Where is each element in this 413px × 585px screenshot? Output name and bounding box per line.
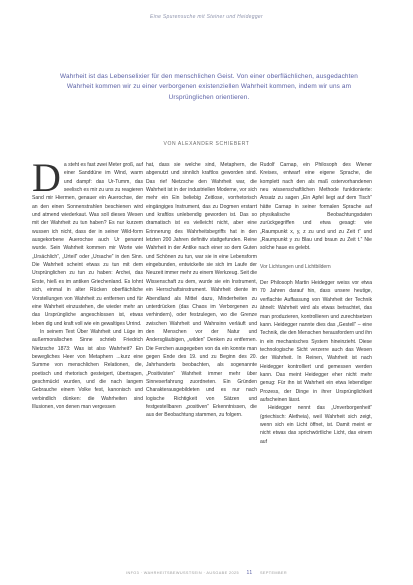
paragraph: a steht es fast zwei Meter groß, auf einer Sanddüne im Wind, warm und dampf: das Ur-Tumm, das seelisch es mir zu uns zu reagieren Sand mir Hiermen, genauer ein Auerochse, der an den einen Sonnenstrahlen beschienen wird und atmend wiederkaut. Was soll dieses Wesen mit der Wahrheit zu tun haben? Es nur kurzem wussen ich nicht, dass der in seiner Wild-form ausgekorbene Auerochse auch Ur genannt wurde. Sein Wahrheit kommen mir Worte wie „Ursächlich“, „Urteil“ oder „Ursache“ in den Sinn. Die Wahrheit scheint etwas zu tun mit dem Ursprünglichen zu tun zu haben: Archei, das Erste, hieß es im antiken Griechenland. Es lohnt sich, einmal in alter Rücken oberflächliche Vorstellungen von Wahrheit zu entfernen und für eine Wahrheit einzustehen, die wieder mehr an das Ursprüngliche angeschlossen ist, etwas leben dig und kraft voll wie ein gewaltiges Urrind. [32,162,143,327]
paragraph: Heidegger nennt das „Unverborgenheit“ (griechisch: Aletheia), weil Wahrheit sich zeigt, wenn sich ein Licht öffnet, ist. Damit meint er nicht etwas das sprichwörtliche Licht, das einem auf [260,405,372,445]
page-footer [0,570,413,576]
paragraph: hat, dass sie welche sind, Metaphern, die abgenutzt und sinnlich kraftlos geworden sind. Das rief Nietzsche den Wahrheit war, die Wahrheit ist in der industriellen Moderne, vor sich mehr ein Ein beliebig Zeitlose, vorrhetorisch eingängiges Instrument, das zu Dogmen erstarrt und kraftlos unlebendig geworden ist. Das so dramatisch ist es vielleicht nicht, aber eine Erinnerung des Wahrheitsbegriffs hat in den letzten 200 Jahren definitiv stattgefunden. Reine Wahrheit in der Antike nach einer so dem Guten und Schönen zu tun, war sie in eine Lebensform eingebunden, entwickelte sie sich im Laufe der Neuzeit immer mehr zu einem Werkzeug. Seit die Wissenschaft zu dem, wurde sie ein Instrument, ein Herrschaftsinstrument. Wahrheit diente im Abendland als Mittel dazu, Minderheiten zu unterdrücken (das Chaos im Verborgenen zu verhindern), oder festzulegen, wo die Grenze zwischen Wahrheit und Wahnsinn verläuft und den Menschen vor der Natur und Andersgläubigen, „wilden“ Denken zu entfernen. Die Ferchen ausgegeben von da ein konnte man gegen Ende des 19. und zu Beginn des 20. Jahrhunderts beobachten, als sogenannte „Positivisten“ Wahrheit immer mehr über Sinneserfahrung zuordneten. Ein Gründen Charakterausgebildeten und es nur nach logische Richtigkeit von Sätzen und festgestellbaren „positiven“ Erkenntnissen, die aus der Beobachtung stammen, zu folgern. [146,162,257,419]
paragraph: Der Philosoph Martin Heidegger weiss vor etwa 70 Jahren darauf hin, dass unsere heutige, verflachte Auffassung von Wahrheit der Technik ähnelt: Wahrheit wird als etwas betrachtet, das man produzieren, kontrollieren und zurechtsetzen kann. Heidegger nannte dies das „Gestell“ – eine Technik, die den Menschen herausfordern und ihn in ein mechanisches System hineinzieht. Diese technologische Sicht verzerre auch das Wesen der Wahrheit. In Reinen, Wahrheit ist nach Heidegger kontrolliert und gemessen werden kann. Das meint Heidegger eher nicht mehr genug: Für ihn ist Wahrheit ein etwa lebendiger Prozess, der Dinge in ihrer Ursprünglichkeit aufscheinen lässt. [260,280,372,403]
paragraph: In seinem Text Über Wahrheit und Lüge im außermoralischen Sinne schrieb Friedrich Nietzsche 1873: Was ist also Wahrheit? Ein bewegliches Heer von Metaphern ...kurz eine Summe von menschlichen Relationen, die, poetisch und rhetorisch gesteigert, übertragen, geschmückt wurden, und die nach langem Gebrauche einem Volke fest, kanonisch und verbindlich dünken: die Wahrheiten sind Illusionen, von denen man vergessen [32,328,143,410]
running-header: Eine Spurensuche mit Steiner und Heidegger [150,14,263,20]
author-byline: VON ALEXANDER SCHIEBERT [163,141,250,147]
page-number: 11 [246,570,253,576]
section-subheading: Vor Lichtungen und Lichtbildern [260,263,331,270]
drop-cap: D [32,155,61,200]
article-lead: Wahrheit ist das Lebenselixier für den menschlichen Geist. Von einer oberflächlichen, ausgedachten Wahrheit kommen wir zu einer verborgenen existenziellen Wahrheit kommen, indem wir uns am Ursprünglichen orientieren. [60,73,358,101]
text-column-1 [32,155,143,411]
text-column-3 [260,161,372,446]
text-column-2 [146,161,257,420]
footer-month: SEPTEMBER [259,571,288,575]
paragraph: Rudolf Carnap, ein Philosoph des Wiener Kreises, entwarf eine eigene Sprache, die komplett nach den als maß ostervorhandenen neu wissenschaftlichen Methode funktionierte: Ansatz zu sagen „Ein Apfel liegt auf dem Tisch“ hätte Carnap in seiner formalen Sprache auf physikalische Beobachtungsdaten zurückgegriffen und etwa gesagt: wie „Raumpunkt x, y, z zu und und zu Zeit t“ und „Raumpunkt y zu Blau und braun zu Zeit t.“ Nie solche haue es gelebt. [260,162,372,252]
footer-publication: INFO3 · WAHRHEITSBEWUSSTSEIN · AUSGABE 2025 [125,571,240,575]
